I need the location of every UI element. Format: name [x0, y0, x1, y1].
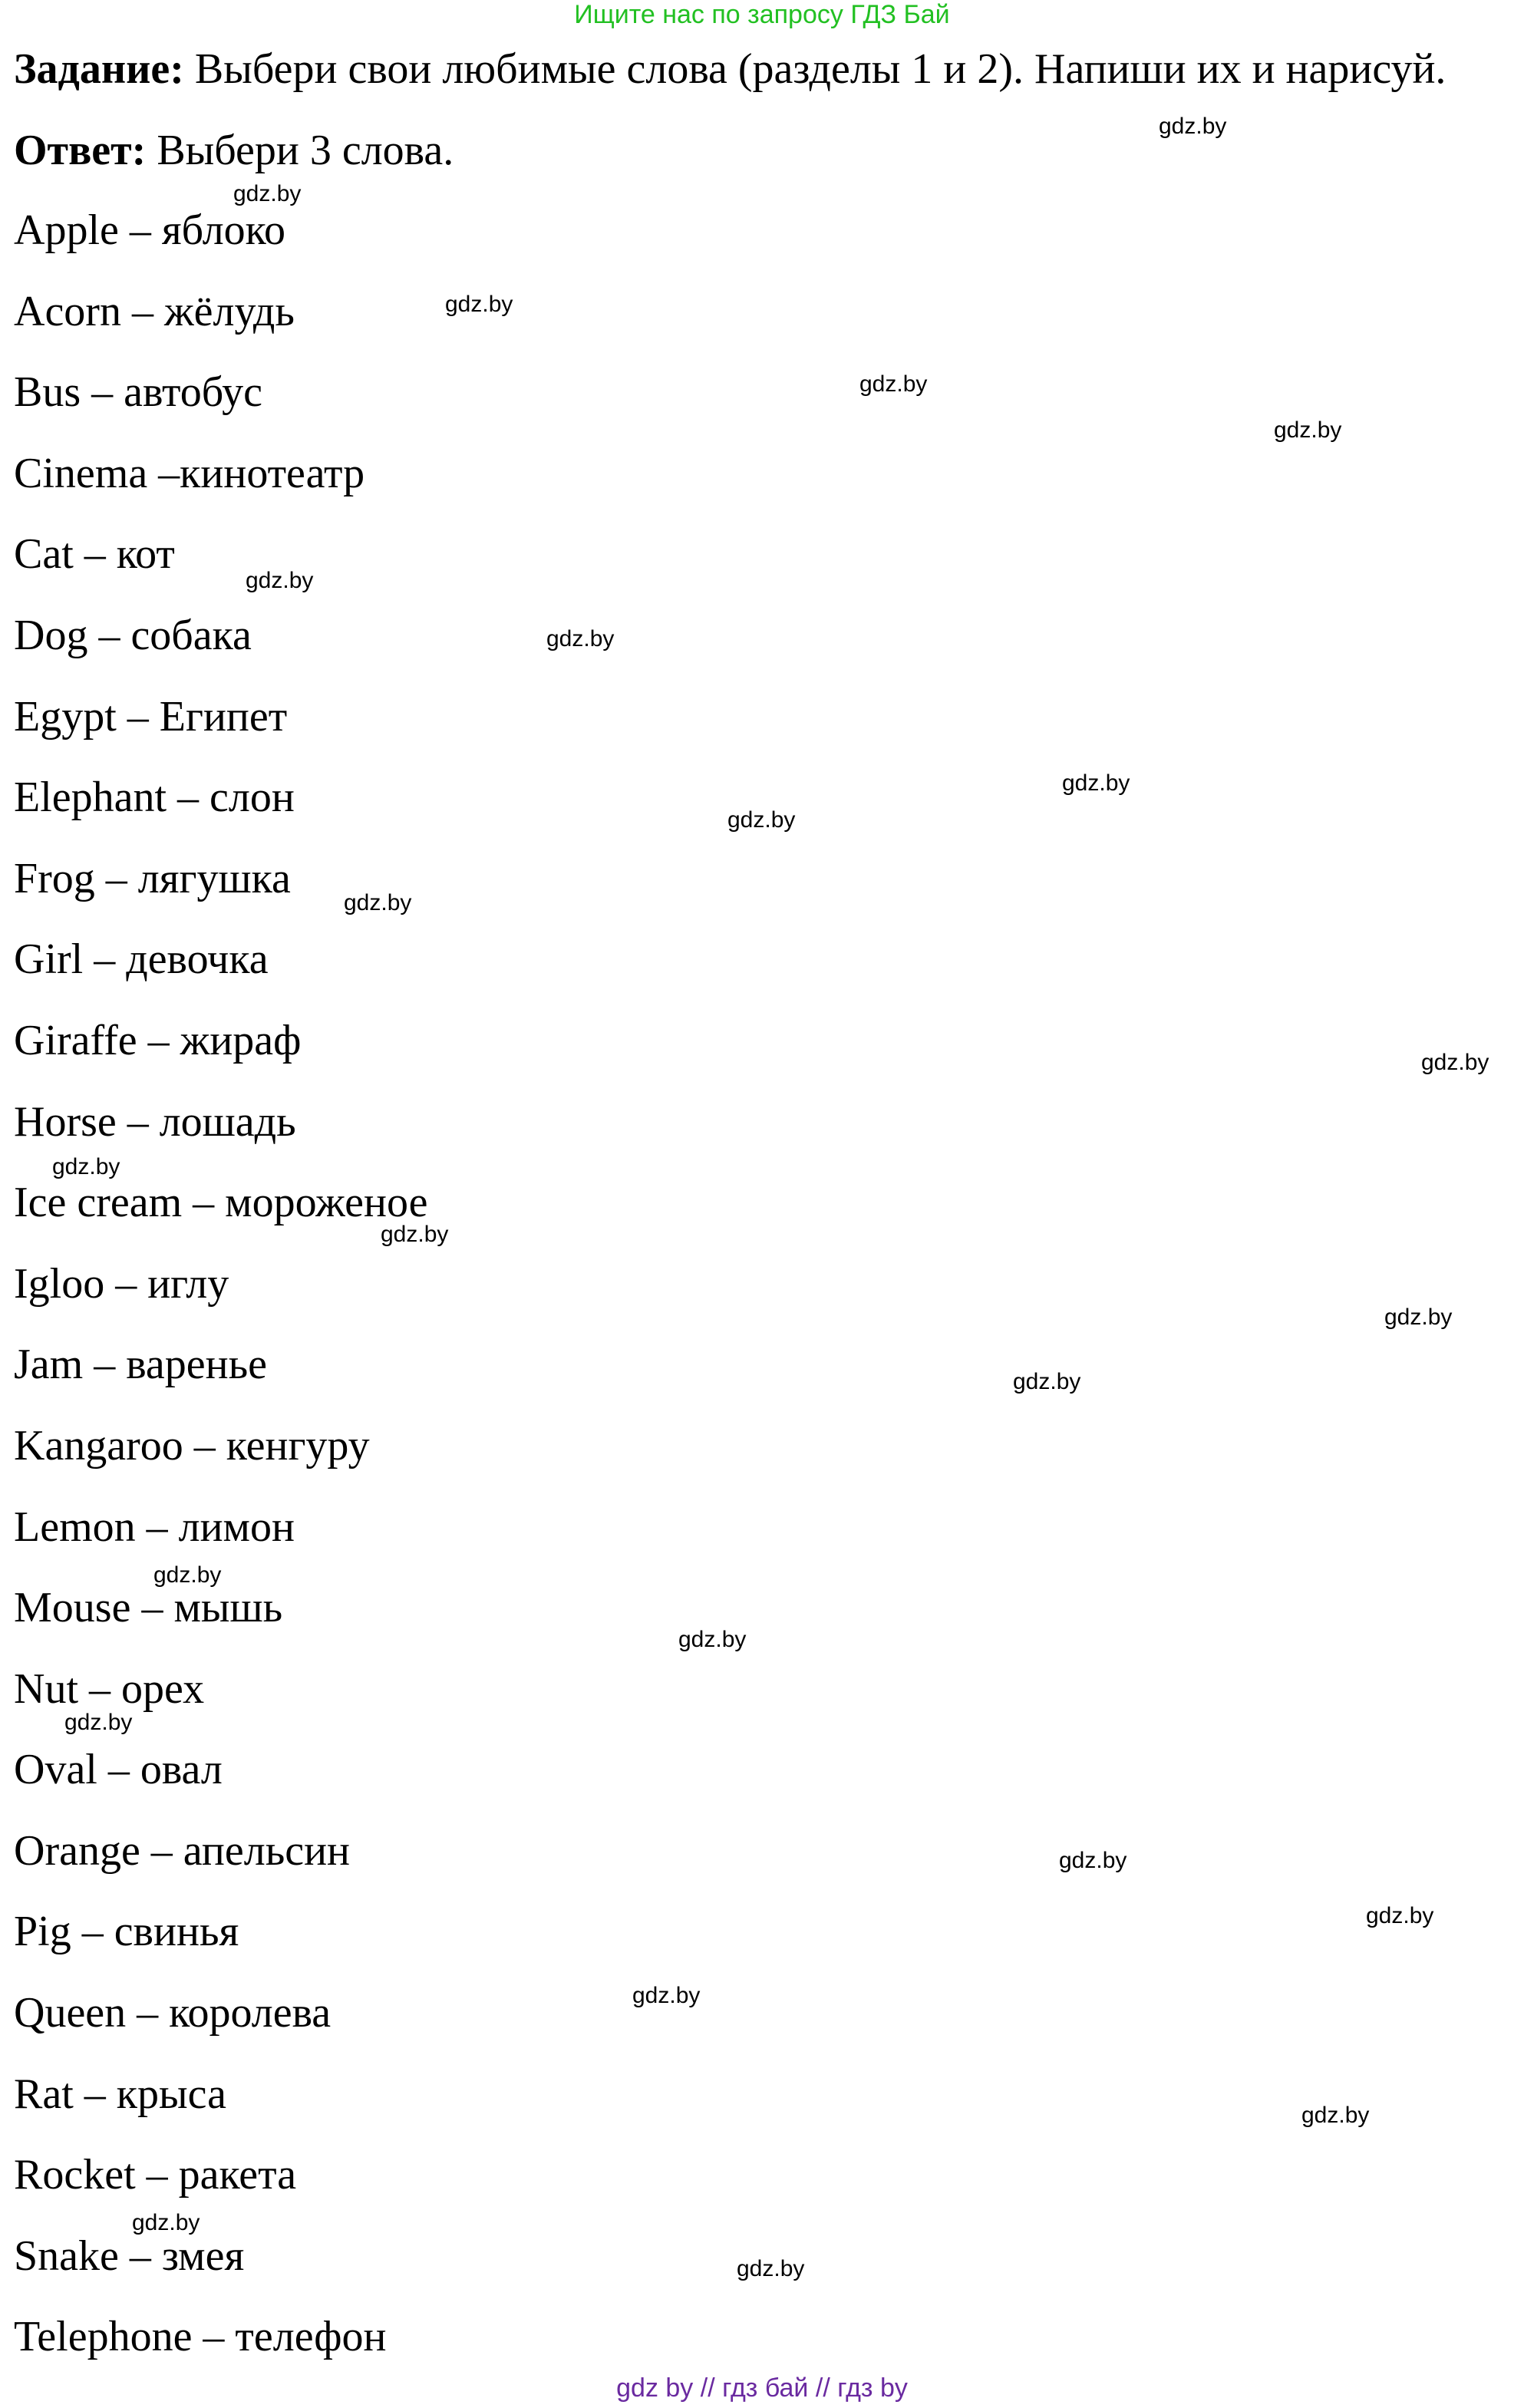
word-item: Snake – змея — [14, 2232, 245, 2280]
task-text: Выбери свои любимые слова (разделы 1 и 2). Напиши их и нарисуй. — [183, 45, 1446, 93]
watermark: gdz.by — [1059, 1848, 1127, 1873]
watermark: gdz.by — [737, 2256, 805, 2281]
answer-statement — [14, 120, 454, 181]
word-item: Igloo – иглу — [14, 1259, 229, 1308]
word-item: Jam – варенье — [14, 1341, 267, 1389]
watermark: gdz.by — [381, 1222, 449, 1247]
answer-text: Выбери 3 слова. — [146, 127, 454, 174]
watermark: gdz.by — [1366, 1903, 1434, 1928]
watermark: gdz.by — [678, 1627, 747, 1652]
watermark: gdz.by — [632, 1983, 701, 2008]
watermark: gdz.by — [1301, 2103, 1370, 2128]
word-item: Telephone – телефон — [14, 2313, 387, 2361]
watermark: gdz.by — [546, 626, 615, 651]
word-item: Apple – яблоко — [14, 206, 286, 254]
watermark: gdz.by — [1384, 1305, 1453, 1330]
watermark: gdz.by — [859, 371, 928, 397]
word-item: Queen – королева — [14, 1989, 332, 2037]
word-item: Cinema –кинотеатр — [14, 449, 365, 497]
watermark: gdz.by — [344, 890, 412, 915]
watermark: gdz.by — [153, 1562, 222, 1588]
word-item: Bus – автобус — [14, 368, 262, 417]
word-item: Egypt – Египет — [14, 692, 288, 741]
task-statement — [14, 38, 1446, 100]
watermark: gdz.by — [246, 568, 314, 593]
top-banner: Ищите нас по запросу ГДЗ Бай — [574, 0, 950, 29]
word-item: Nut – орех — [14, 1664, 205, 1713]
word-item: Oval – овал — [14, 1746, 223, 1794]
watermark: gdz.by — [1421, 1050, 1489, 1075]
word-item: Mouse – мышь — [14, 1584, 283, 1632]
watermark: gdz.by — [233, 181, 302, 206]
word-item: Kangaroo – кенгуру — [14, 1421, 370, 1470]
word-item: Giraffe – жираф — [14, 1016, 302, 1064]
watermark: gdz.by — [52, 1154, 120, 1179]
word-item: Girl – девочка — [14, 935, 269, 984]
watermark: gdz.by — [1159, 114, 1227, 139]
word-item: Dog – собака — [14, 611, 252, 659]
word-item: Elephant – слон — [14, 774, 295, 822]
watermark: gdz.by — [64, 1710, 133, 1735]
word-item: Frog – лягушка — [14, 854, 291, 902]
watermark: gdz.by — [445, 292, 513, 317]
word-item: Lemon – лимон — [14, 1503, 295, 1551]
word-item: Rocket – ракета — [14, 2151, 297, 2199]
watermark: gdz.by — [1013, 1369, 1081, 1394]
word-list — [14, 200, 428, 2387]
word-item: Cat – кот — [14, 530, 175, 579]
word-item: Horse – лошадь — [14, 1097, 296, 1146]
answer-label: Ответ: — [14, 127, 147, 174]
watermark: gdz.by — [727, 807, 796, 833]
word-item: Acorn – жёлудь — [14, 287, 295, 335]
word-item: Orange – апельсин — [14, 1826, 351, 1875]
footer-links: gdz by // гдз бай // гдз by — [616, 2373, 908, 2403]
word-item: Ice cream – мороженое — [14, 1179, 428, 1227]
task-label: Задание: — [14, 45, 184, 93]
watermark: gdz.by — [132, 2210, 200, 2235]
watermark: gdz.by — [1062, 770, 1130, 796]
word-item: Pig – свинья — [14, 1908, 239, 1956]
watermark: gdz.by — [1274, 417, 1342, 443]
word-item: Rat – крыса — [14, 2070, 226, 2118]
